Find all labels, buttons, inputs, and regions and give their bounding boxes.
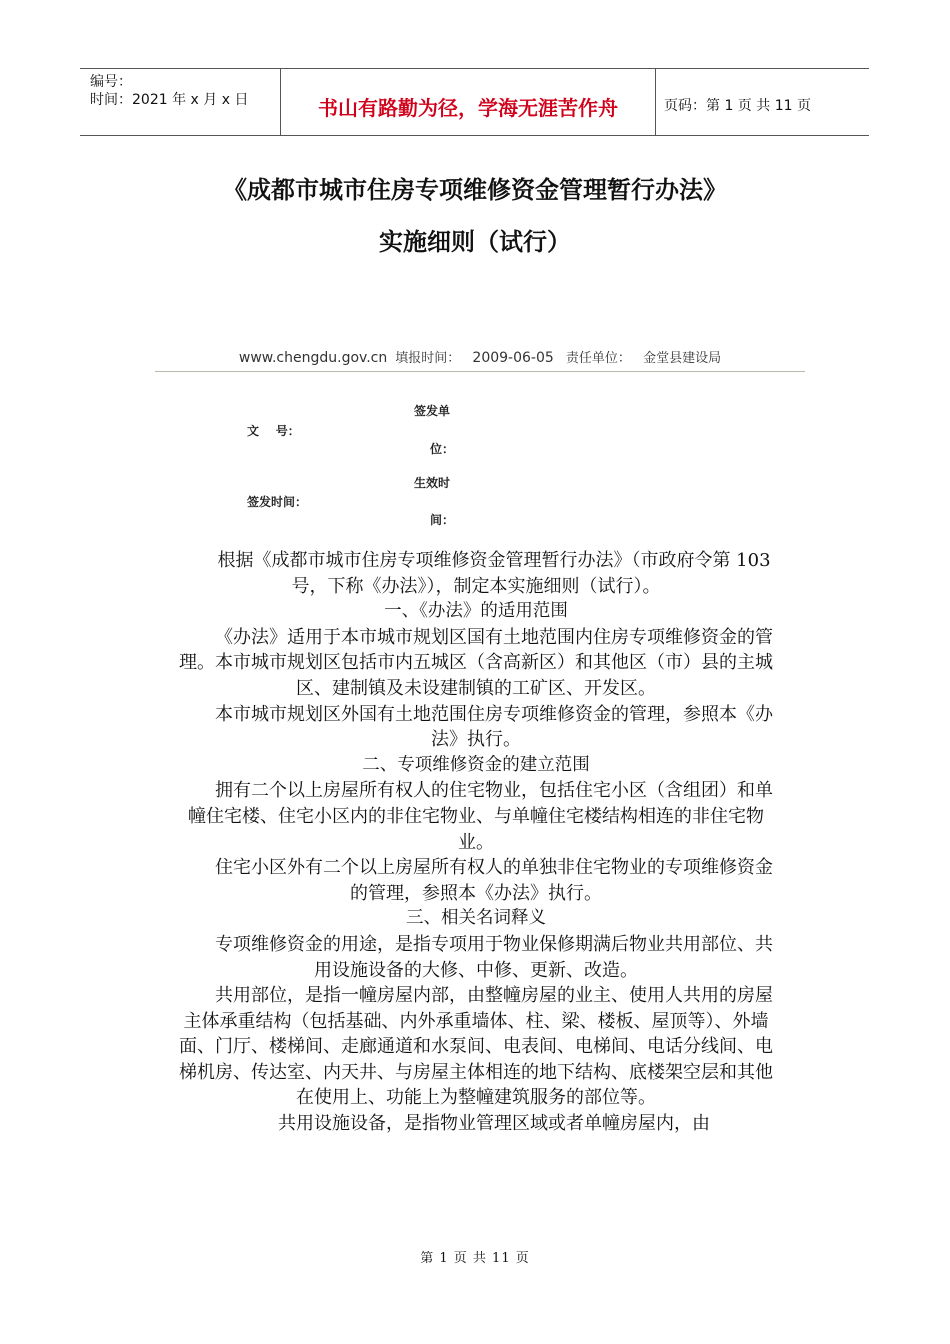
paragraph: 共用部位，是指一幢房屋内部，由整幢房屋的业主、使用人共用的房屋主体承重结构（包括基础、内外承重墙体、柱、梁、楼板、屋顶等）、外墙面、门厅、楼梯间、走廊通道和水泵间、电表间、电梯间、电话分线间、电梯机房、传达室、内天井、与房屋主体相连的地下结构、底楼架空层和其他在使用上、功能上为整幢建筑服务的部位等。 xyxy=(179,985,773,1109)
paragraph-intro: 根据《成都市城市住房专项维修资金管理暂行办法》（市政府令第 103 号，下称《办法》），制定本实施细则（试行）。 xyxy=(217,550,771,597)
page-header xyxy=(80,68,869,136)
paragraph: 《办法》适用于本市城市规划区国有土地范围内住房专项维修资金的管理。本市城市规划区包括市内五城区（含高新区）和其他区（市）县的主城区、建制镇及未设建制镇的工矿区、开发区。 xyxy=(179,626,773,699)
motto-cell xyxy=(280,69,656,135)
document-title-line2: 实施细则（试行） xyxy=(379,228,571,256)
paragraph: 住宅小区外有二个以上房屋所有权人的单独非住宅物业的专项维修资金的管理，参照本《办法》执行。 xyxy=(215,857,773,904)
time-label: 时间：2021 年 x 月 x 日 xyxy=(90,92,249,108)
page-footer: 第 1 页 共 11 页 xyxy=(420,1251,530,1266)
section-heading-3: 三、相关名词释义 xyxy=(406,908,546,929)
page-info-cell xyxy=(656,69,869,135)
doc-number-label: 文 号： xyxy=(247,424,300,438)
issuing-unit-label-2: 位： xyxy=(430,442,455,456)
document-body xyxy=(176,548,776,1137)
responsible-label: 责任单位： xyxy=(565,351,631,366)
number-label: 编号： xyxy=(90,74,132,90)
paragraph: 本市城市规划区外国有土地范围住房专项维修资金的管理，参照本《办法》执行。 xyxy=(215,703,773,751)
header-left-cell xyxy=(80,69,280,135)
paragraph: 专项维修资金的用途，是指专项用于物业保修期满后物业共用部位、共用设施设备的大修、中修、更新、改造。 xyxy=(215,933,773,981)
section-heading-2: 二、专项维修资金的建立范围 xyxy=(362,754,590,775)
document-meta xyxy=(155,347,805,372)
section-heading-1: 一、《办法》的适用范围 xyxy=(384,601,568,622)
site-url[interactable]: www.chengdu.gov.cn xyxy=(238,350,388,366)
responsible-unit: 金堂县建设局 xyxy=(643,351,722,366)
motto-text: 书山有路勤为径，学海无涯苦作舟 xyxy=(318,95,618,120)
paragraph: 共用设施设备，是指物业管理区域或者单幢房屋内，由 xyxy=(278,1113,710,1135)
paragraph: 拥有二个以上房屋所有权人的住宅物业，包括住宅小区（含组团）和单幢住宅楼、住宅小区内的非住宅物业、与单幢住宅楼结构相连的非住宅物业。 xyxy=(188,780,773,853)
page-info-text: 页码：第 1 页 共 11 页 xyxy=(664,98,811,114)
filled-time-value: 2009-06-05 xyxy=(472,350,554,366)
issue-time-label: 签发时间： xyxy=(247,495,308,509)
effective-time-label-1: 生效时 xyxy=(414,476,451,490)
filled-time-label: 填报时间： xyxy=(395,351,461,366)
issuing-unit-label-1: 签发单 xyxy=(414,404,451,418)
effective-time-label-2: 间： xyxy=(430,513,455,527)
document-title-line1: 《成都市城市住房专项维修资金管理暂行办法》 xyxy=(223,176,727,204)
